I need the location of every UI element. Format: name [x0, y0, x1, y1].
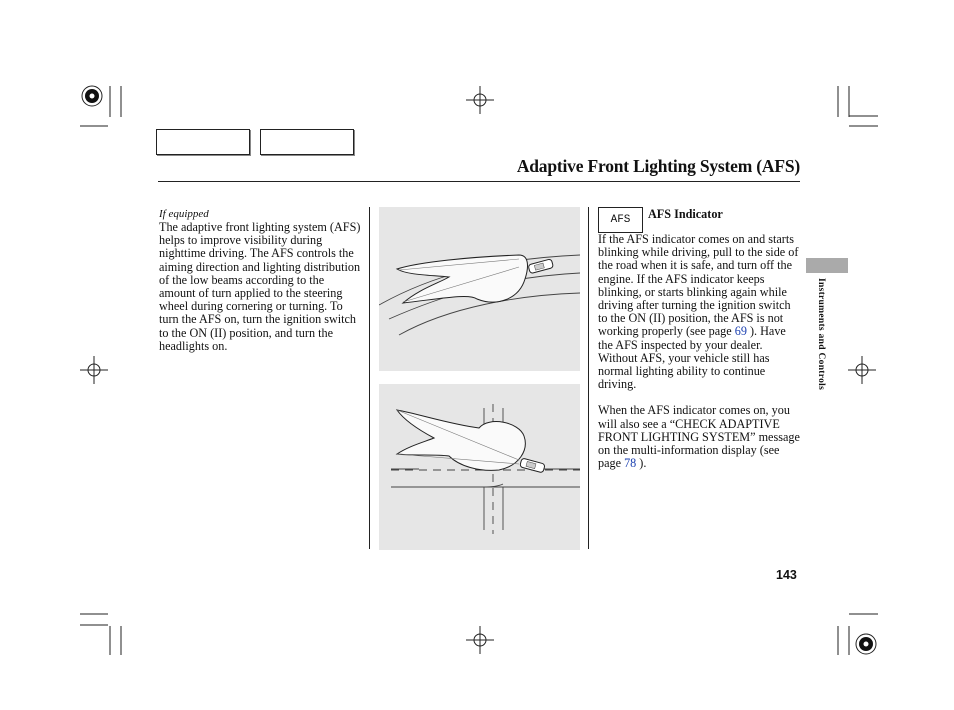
page-title: Adaptive Front Lighting System (AFS) [516, 156, 800, 176]
afs-intersection-illustration [379, 384, 580, 550]
page-78-link[interactable]: 78 [624, 456, 637, 471]
afs-paragraph-1: If the AFS indicator comes on and starts blinking while driving, pull to the side of the road when it is safe, and turn off the engine. If the AFS indicator keeps blinking, or starts blinking again while driving after turning the ignition switch to the ON (II) position, the AFS is not working properly (see page 69 ). Have the AFS inspected by your dealer. Without AFS, your vehicle still has normal lighting ability to continue driving. [598, 232, 799, 392]
afs-indicator-heading: AFS Indicator [648, 207, 723, 221]
afs-paragraph-2: When the AFS indicator comes on, you will also see a “CHECK ADAPTIVE FRONT LIGHTING SYSTEM” message on the multi-information display (see page 78 ). [598, 403, 800, 471]
title-rule [158, 181, 800, 182]
afs-indicator-icon: AFS [598, 207, 643, 233]
afs-curve-illustration [379, 207, 580, 371]
intersection-beam-drawing [379, 384, 580, 550]
section-label: Instruments and Controls [816, 278, 826, 391]
page-69-link[interactable]: 69 [734, 324, 747, 339]
right-column [598, 233, 800, 470]
page-number: 143 [776, 568, 797, 582]
left-body-text: The adaptive front lighting system (AFS) helps to improve visibility during nighttime driving. The AFS controls the aiming direction and lighting distribution of the low beams according to the amount of turn applied to the steering wheel during cornering or turning. To turn the AFS on, turn the ignition switch to the ON (II) position, and turn the headlights on. [159, 220, 361, 353]
column-divider-left [369, 207, 370, 549]
curve-beam-drawing [379, 207, 580, 371]
left-column [159, 208, 361, 353]
section-tab [806, 258, 848, 273]
nav-button-1[interactable] [156, 129, 250, 155]
if-equipped-note: If equipped [159, 208, 209, 220]
nav-button-2[interactable] [260, 129, 354, 155]
column-divider-right [588, 207, 589, 549]
